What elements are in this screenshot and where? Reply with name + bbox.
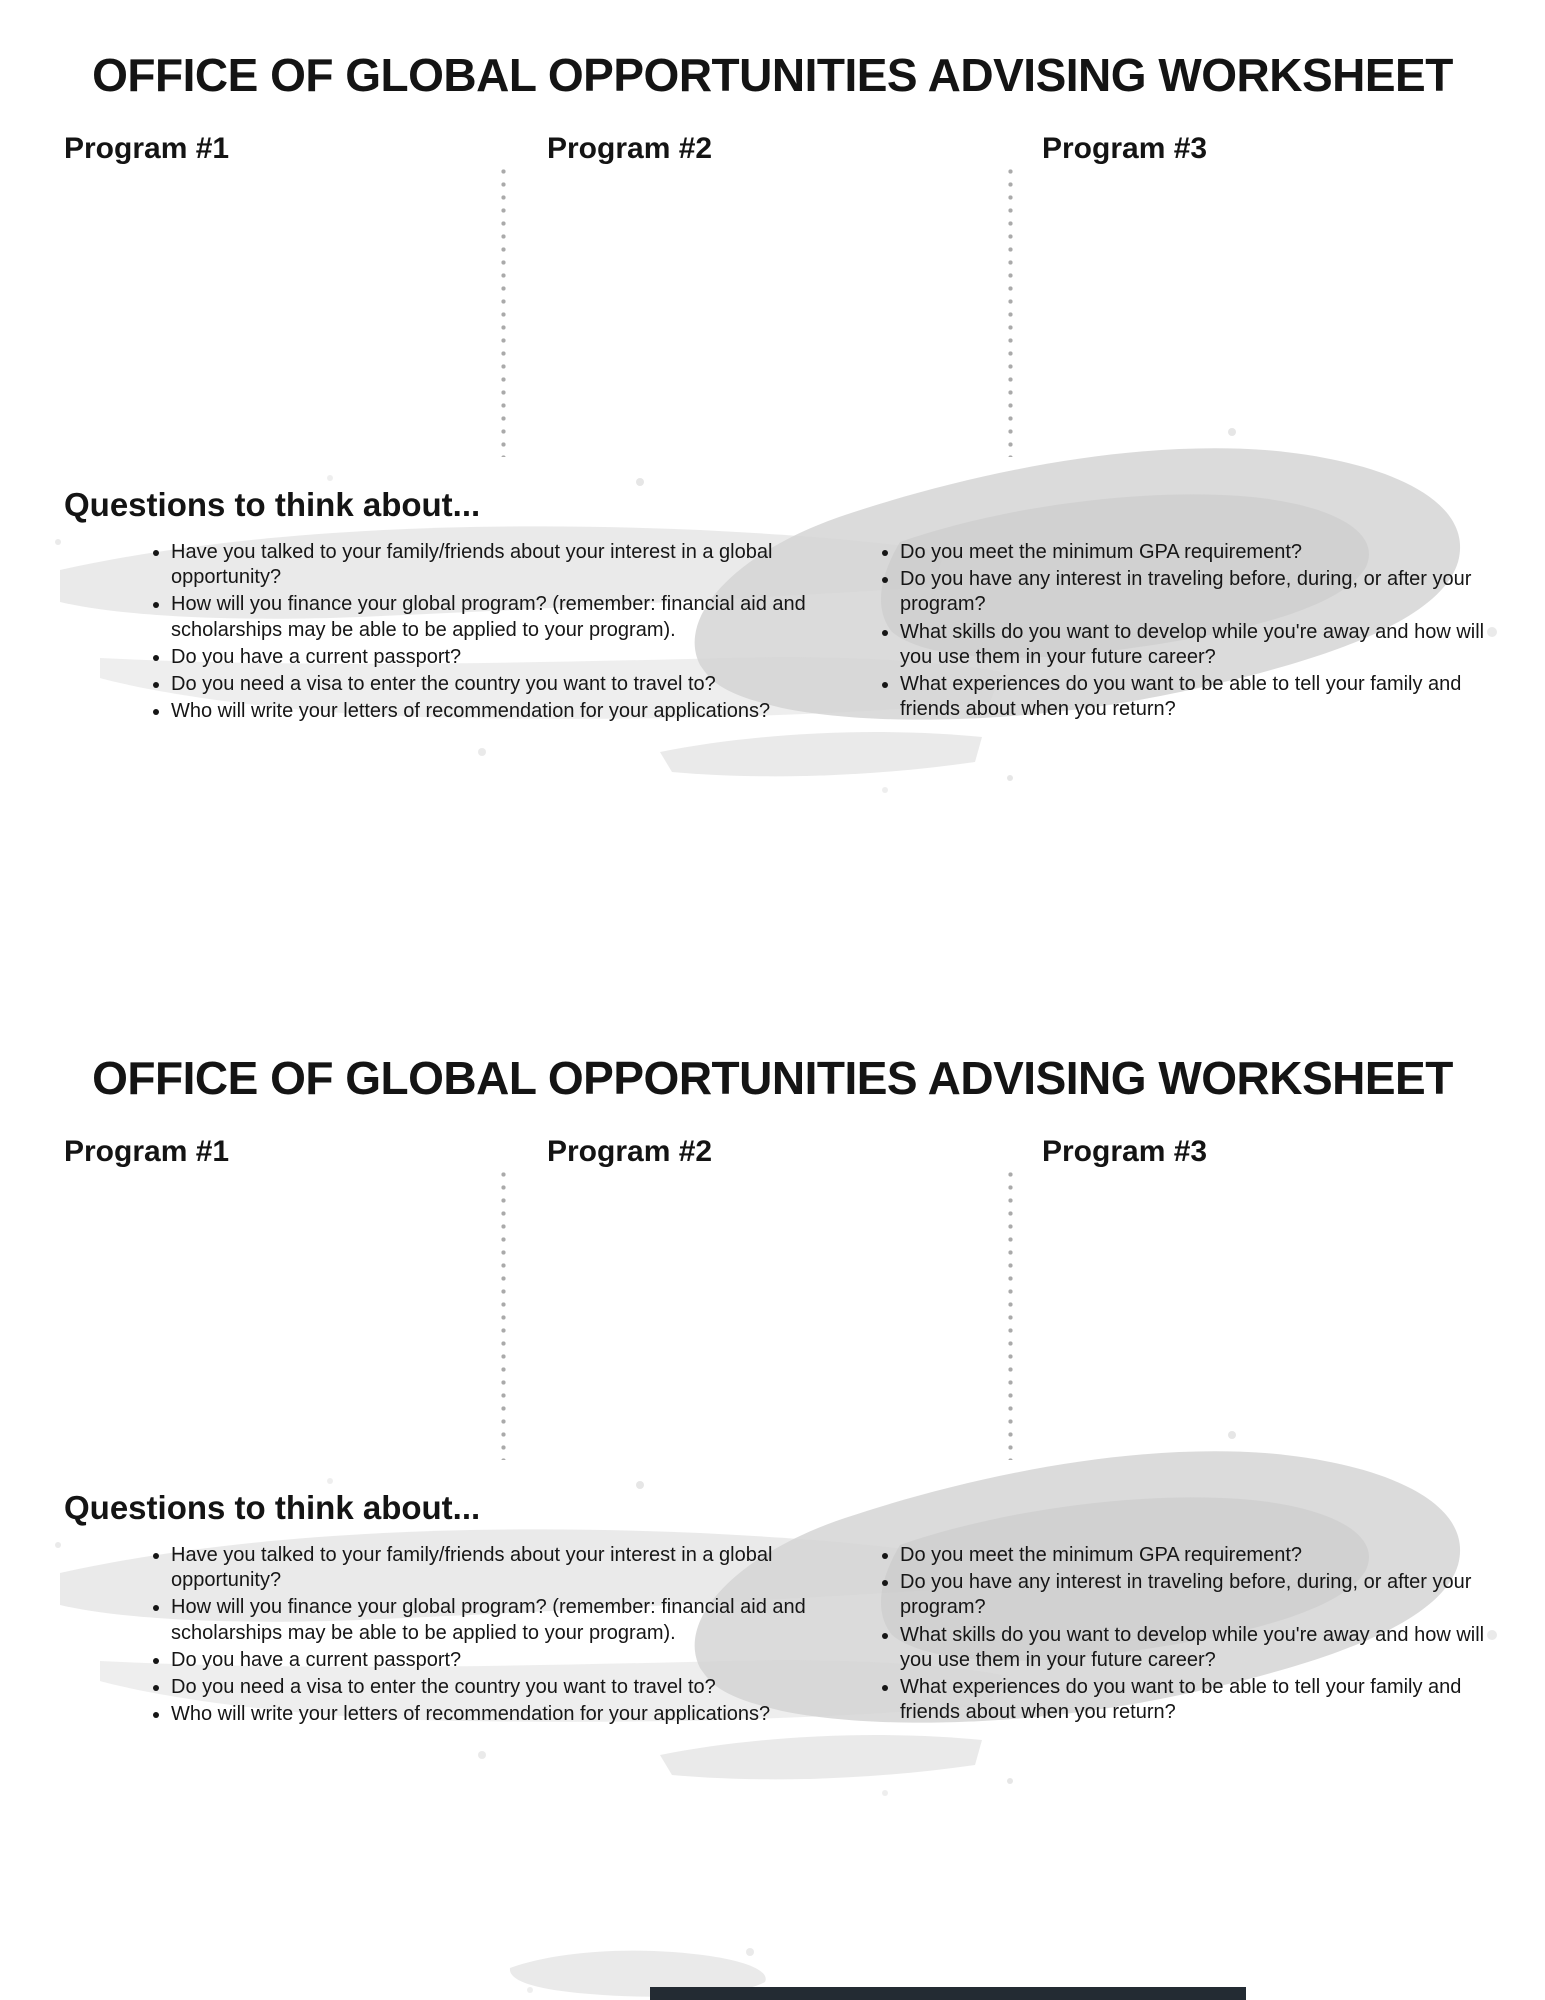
next-page-edge (650, 1987, 1246, 2000)
program-2-write-area (530, 170, 980, 460)
question-item: • Have you talked to your family/friends about your interest in a global opportunity? (171, 1543, 811, 1593)
page-title: OFFICE OF GLOBAL OPPORTUNITIES ADVISING WORKSHEET (92, 49, 1453, 101)
question-item: • Do you have any interest in traveling before, during, or after your program? (900, 567, 1488, 617)
questions-heading: Questions to think about... (64, 1489, 481, 1526)
program-3-label: Program #3 (1042, 1135, 1208, 1168)
program-1-write-area (40, 170, 480, 460)
program-1-label: Program #1 (64, 1135, 230, 1168)
question-item: • Who will write your letters of recommendation for your applications? (171, 699, 811, 724)
questions-right-list (872, 540, 1488, 724)
question-item: • What skills do you want to develop while you're away and how will you use them in your future career? (900, 620, 1488, 670)
question-item: • Do you meet the minimum GPA requirement? (900, 1543, 1488, 1568)
program-3-write-area (1036, 170, 1506, 460)
question-item: • How will you finance your global program? (remember: financial aid and scholarships may be able to be applied to your program). (171, 1595, 811, 1645)
program-2-label: Program #2 (547, 132, 713, 165)
program-2-label: Program #2 (547, 1135, 713, 1168)
question-item: • What experiences do you want to be able to tell your family and friends about when you return? (900, 672, 1488, 722)
question-item: • Do you have a current passport? (171, 645, 811, 670)
question-item: • How will you finance your global program? (remember: financial aid and scholarships may be able to be applied to your program). (171, 592, 811, 642)
questions-left-list (143, 1543, 811, 1729)
page-title: OFFICE OF GLOBAL OPPORTUNITIES ADVISING WORKSHEET (92, 1052, 1453, 1104)
dotted-column-divider (501, 1168, 506, 1460)
question-item: • Do you have any interest in traveling before, during, or after your program? (900, 1570, 1488, 1620)
program-2-write-area (530, 1173, 980, 1463)
question-item: • Have you talked to your family/friends about your interest in a global opportunity? (171, 540, 811, 590)
worksheet-copy-2 (0, 1003, 1545, 2000)
dotted-column-divider (1008, 1168, 1013, 1460)
dotted-column-divider (501, 165, 506, 457)
question-item: • Who will write your letters of recommendation for your applications? (171, 1702, 811, 1727)
questions-right-list (872, 1543, 1488, 1727)
program-1-write-area (40, 1173, 480, 1463)
question-item: • Do you meet the minimum GPA requirement? (900, 540, 1488, 565)
program-3-label: Program #3 (1042, 132, 1208, 165)
dotted-column-divider (1008, 165, 1013, 457)
question-item: • What experiences do you want to be able to tell your family and friends about when you return? (900, 1675, 1488, 1725)
questions-left-list (143, 540, 811, 726)
program-1-label: Program #1 (64, 132, 230, 165)
question-item: • What skills do you want to develop while you're away and how will you use them in your future career? (900, 1623, 1488, 1673)
program-3-write-area (1036, 1173, 1506, 1463)
questions-heading: Questions to think about... (64, 486, 481, 523)
question-item: • Do you have a current passport? (171, 1648, 811, 1673)
question-item: • Do you need a visa to enter the country you want to travel to? (171, 672, 811, 697)
question-item: • Do you need a visa to enter the country you want to travel to? (171, 1675, 811, 1700)
